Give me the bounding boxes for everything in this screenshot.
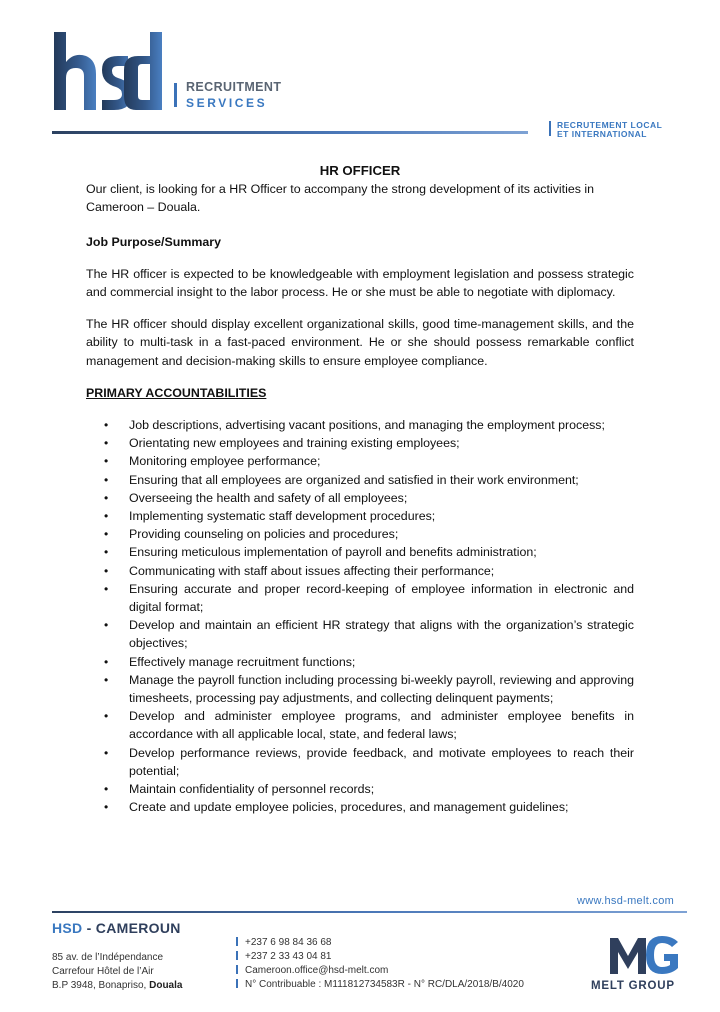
accountability-item: [86, 780, 634, 798]
bullet-icon: •: [104, 509, 109, 524]
accountability-text: Job descriptions, advertising vacant positions, and managing the employment process;: [129, 418, 605, 433]
registration-number: [236, 979, 524, 990]
bullet-icon: •: [104, 581, 109, 596]
purpose-heading: Job Purpose/Summary: [86, 234, 221, 249]
footer-brand-country: - CAMEROUN: [82, 920, 181, 936]
bullet-icon: •: [104, 490, 109, 505]
tagline-bar: [549, 121, 551, 136]
address-po-box: B.P 3948, Bonapriso,: [52, 980, 150, 991]
melt-group-logo-icon: [606, 934, 682, 976]
contact-bar: [236, 951, 238, 960]
accountability-text: Develop and maintain an efficient HR strategy that aligns with the organization’s strategic objectives;: [129, 618, 634, 651]
accountability-item: [86, 507, 634, 525]
bullet-icon: •: [104, 563, 109, 578]
accountability-text: Develop and administer employee programs, and administer employee benefits in accordance with all applicable local, state, and federal laws;: [129, 709, 634, 742]
accountability-item: [86, 798, 634, 816]
bullet-icon: •: [104, 745, 109, 760]
email-text[interactable]: Cameroon.office@hsd-melt.com: [245, 965, 389, 976]
bullet-icon: •: [104, 527, 109, 542]
bullet-icon: •: [104, 618, 109, 633]
address-line-1: 85 av. de l’Indépendance: [52, 952, 164, 963]
website-link[interactable]: www.hsd-melt.com: [577, 895, 675, 907]
accountability-text: Effectively manage recruitment functions;: [129, 654, 356, 669]
bullet-icon: •: [104, 709, 109, 724]
bullet-icon: •: [104, 436, 109, 451]
phone-1: [236, 937, 331, 948]
accountability-text: Create and update employee policies, procedures, and management guidelines;: [129, 800, 569, 815]
accountability-text: Ensuring that all employees are organized and satisfied in their work environment;: [129, 472, 579, 487]
contact-bar: [236, 965, 238, 974]
bullet-icon: •: [104, 454, 109, 469]
accountability-text: Monitoring employee performance;: [129, 454, 321, 469]
tagline-line2: ET INTERNATIONAL: [557, 129, 648, 139]
accountability-text: Manage the payroll function including processing bi-weekly payroll, reviewing and approving timesheets, processing pay adjustments, and collecting delinquent payments;: [129, 672, 634, 706]
accountability-item: [86, 616, 634, 652]
footer-rule: [52, 911, 687, 913]
intro-paragraph: Our client, is looking for a HR Officer to accompany the strong development of its activities in Cameroon – Douala.: [86, 182, 595, 215]
address-line-2: Carrefour Hôtel de l’Air: [52, 966, 154, 977]
bullet-icon: •: [104, 800, 109, 815]
bullet-icon: •: [104, 418, 109, 433]
accountability-item: [86, 471, 634, 489]
accountability-text: Providing counseling on policies and procedures;: [129, 527, 399, 542]
contact-bar: [236, 937, 238, 946]
bullet-icon: •: [104, 672, 109, 687]
logo-divider: [174, 83, 177, 107]
tagline-line1: RECRUTEMENT LOCAL: [557, 120, 663, 130]
footer-brand-hsd: HSD: [52, 920, 83, 936]
brand-recruitment: RECRUITMENT: [186, 80, 282, 94]
accountability-item: [86, 452, 634, 470]
bullet-icon: •: [104, 654, 109, 669]
address-line-3: [52, 980, 182, 991]
melt-group-name: MELT GROUP: [591, 980, 675, 992]
accountability-item: [86, 653, 634, 671]
accountability-text: Develop performance reviews, provide feedback, and motivate employees to reach their potential;: [129, 745, 634, 778]
registration-text: N° Contribuable : M111812734583R - N° RC/DLA/2018/B/4020: [245, 979, 524, 990]
phone-1-text: +237 6 98 84 36 68: [245, 937, 332, 948]
job-title: HR OFFICER: [319, 163, 401, 178]
accountabilities-list: [86, 416, 634, 816]
bullet-icon: •: [104, 472, 109, 487]
accountability-text: Ensuring accurate and proper record-keeping of employee information in electronic and digital format;: [129, 581, 634, 615]
bullet-icon: •: [104, 545, 109, 560]
accountability-item: [86, 434, 634, 452]
email[interactable]: [236, 965, 388, 976]
brand-services: SERVICES: [186, 96, 268, 110]
hsd-logo: [52, 30, 164, 112]
phone-2-text: +237 2 33 43 04 81: [245, 951, 332, 962]
accountability-text: Overseeing the health and safety of all employees;: [129, 490, 408, 505]
purpose-paragraph-2: The HR officer should display excellent organizational skills, good time-management skills, and the ability to multi-task in a fast-paced environment. He or she should possess remarkable conflict management and decision-making skills to ensure employee compliance.: [86, 317, 634, 368]
accountability-text: Maintain confidentiality of personnel records;: [129, 782, 375, 797]
accountability-text: Communicating with staff about issues affecting their performance;: [129, 563, 495, 578]
bullet-icon: •: [104, 782, 109, 797]
accountability-item: [86, 562, 634, 580]
accountability-text: Ensuring meticulous implementation of payroll and benefits administration;: [129, 545, 537, 560]
phone-2: [236, 951, 331, 962]
accountability-item: [86, 525, 634, 543]
purpose-paragraph-1: The HR officer is expected to be knowledgeable with employment legislation and possess strategic and commercial insight to the labor process. He or she must be able to negotiate with diplomacy.: [86, 266, 634, 300]
header-rule: [52, 131, 528, 134]
address-city: Douala: [149, 980, 183, 991]
accountability-item: [86, 671, 634, 707]
accountability-item: [86, 580, 634, 616]
footer-brand: [52, 920, 181, 936]
accountability-item: [86, 707, 634, 743]
accountability-text: Implementing systematic staff development procedures;: [129, 509, 436, 524]
accountability-item: [86, 489, 634, 507]
accountability-item: [86, 543, 634, 561]
accountability-item: [86, 744, 634, 780]
contact-bar: [236, 979, 238, 988]
accountabilities-heading: PRIMARY ACCOUNTABILITIES: [86, 385, 267, 400]
accountability-text: Orientating new employees and training existing employees;: [129, 436, 460, 451]
document-body: [86, 162, 634, 817]
accountability-item: [86, 416, 634, 434]
